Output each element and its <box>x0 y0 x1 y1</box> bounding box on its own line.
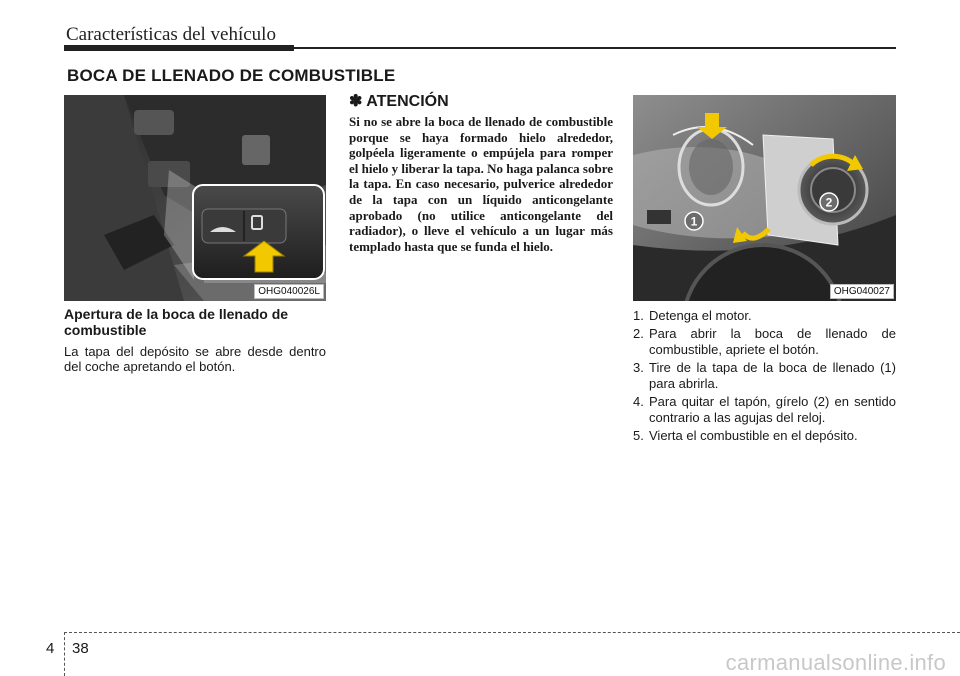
list-item: 1. Detenga el motor. <box>633 308 752 323</box>
caution-title: ATENCIÓN <box>366 93 449 110</box>
fuel-filler-door-illustration <box>633 95 896 301</box>
list-item: 2. Para abrir la boca de llenado de combustible, apriete el botón. <box>633 326 896 357</box>
caution-symbol-icon: ✽ <box>349 93 363 110</box>
left-body-text: La tapa del depósito se abre desde dentro del coche apretando el botón. <box>64 344 326 374</box>
chapter-number: 4 <box>46 640 55 657</box>
caution-box <box>349 92 613 254</box>
watermark: carmanualsonline.info <box>725 650 946 675</box>
left-column <box>64 306 326 374</box>
refuel-steps-list <box>633 308 896 444</box>
list-item: 3. Tire de la tapa de la boca de llenado (1) para abrirla. <box>633 360 896 391</box>
caution-heading <box>349 92 613 112</box>
photo-code-left: OHG040026L <box>254 284 324 299</box>
list-item: 5. Vierta el combustible en el depósito. <box>633 428 858 443</box>
callout-2-label: 2 <box>825 195 833 210</box>
left-subheading: Apertura de la boca de llenado de combustible <box>64 306 289 338</box>
callout-1-label: 1 <box>690 214 698 229</box>
header-rule <box>64 47 896 49</box>
fuel-door-button-photo <box>64 95 326 301</box>
fuel-door-button-illustration <box>64 95 326 301</box>
list-item: 4. Para quitar el tapón, gírelo (2) en sentido contrario a las agujas del reloj. <box>633 394 896 425</box>
fuel-filler-door-photo <box>633 95 896 301</box>
section-heading: BOCA DE LLENADO DE COMBUSTIBLE <box>67 66 396 85</box>
right-column <box>633 308 896 446</box>
footer-rule <box>64 632 960 633</box>
footer-divider <box>64 632 65 676</box>
caution-text: Si no se abre la boca de llenado de combustible porque se haya formado hielo alrededor, golpéela ligeramente o empújela para romper el hielo y liberar la tapa. No haga palanca sobre la tapa. En caso necesario, pulverice alrededor de la tapa con un líquido anticongelante aprobado (no utilice anticongelante del radiador), o lleve el vehículo a un lugar más templado hasta que se funda el hielo. <box>349 114 613 254</box>
photo-code-right: OHG040027 <box>830 284 894 299</box>
page-number: 38 <box>72 640 89 657</box>
page-header-title: Características del vehículo <box>66 24 276 45</box>
